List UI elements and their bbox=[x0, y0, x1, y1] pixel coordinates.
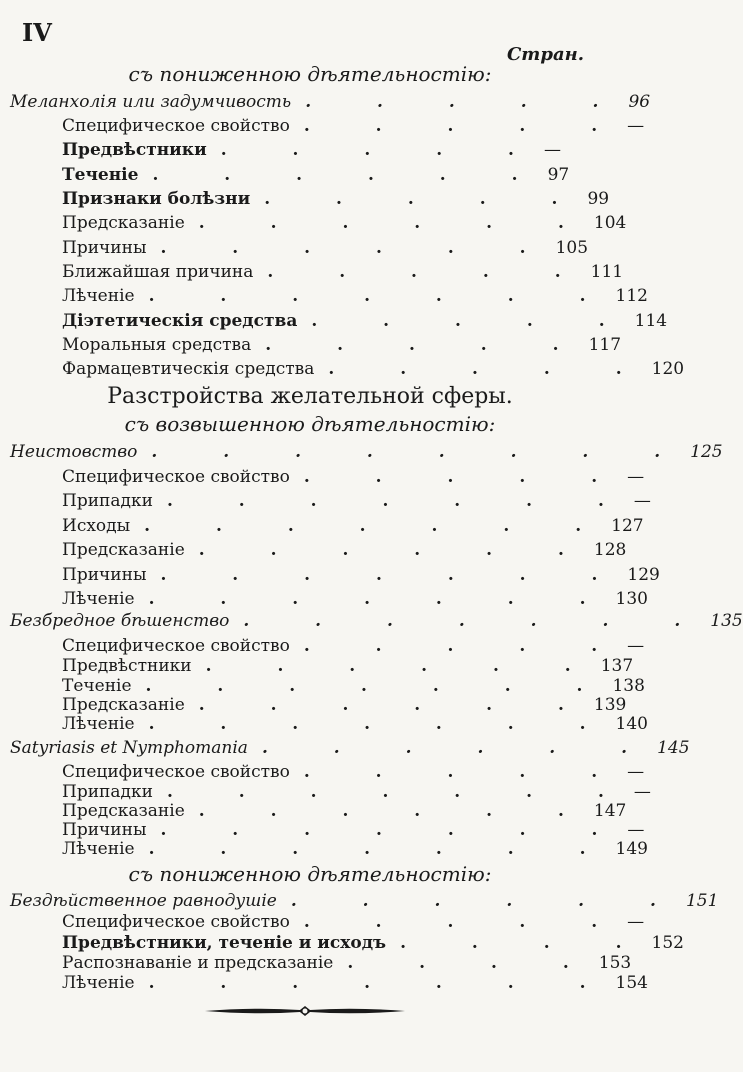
entry-page: 127 bbox=[611, 516, 644, 536]
entry-label: Неистовство bbox=[10, 442, 138, 462]
entry-label: Предсказаніе bbox=[62, 540, 185, 560]
entry-page: 129 bbox=[627, 565, 660, 585]
leader-dots: . . . . . bbox=[220, 140, 544, 160]
toc-entry bbox=[62, 262, 624, 288]
entry-label: Satyriasis et Nymphomania bbox=[10, 738, 248, 758]
leader-dots: . . . . . . . bbox=[148, 589, 616, 609]
entry-label: Распознаваніе и предсказаніе bbox=[62, 953, 334, 973]
entry-page: — bbox=[543, 140, 561, 160]
entry-page: 154 bbox=[615, 973, 648, 993]
entry-page: 104 bbox=[593, 213, 627, 233]
toc-entry bbox=[10, 92, 651, 118]
leader-dots: . . . . . . . bbox=[160, 565, 628, 585]
entry-label: Предсказаніе bbox=[62, 801, 185, 821]
leader-dots: . . . . . . . bbox=[166, 782, 634, 802]
entry-label: Лѣченіе bbox=[62, 714, 135, 734]
ornament-divider bbox=[205, 1004, 405, 1018]
entry-label: Фармацевтическія средства bbox=[62, 359, 315, 379]
entry-label: Предсказаніе bbox=[62, 695, 185, 715]
section-subtitle: съ пониженною дѣятельностію: bbox=[128, 862, 492, 886]
toc-entry bbox=[62, 311, 668, 337]
entry-label: Ближайшая причина bbox=[62, 262, 254, 282]
entry-page: — bbox=[627, 467, 645, 487]
entry-page: — bbox=[627, 762, 645, 782]
toc-entry bbox=[62, 116, 645, 142]
toc-entry bbox=[62, 213, 627, 239]
leader-dots: . . . . . . . bbox=[148, 286, 616, 306]
toc-entry bbox=[62, 359, 685, 385]
toc-entry bbox=[62, 286, 648, 312]
toc-entry bbox=[62, 165, 576, 191]
entry-page: 97 bbox=[547, 165, 570, 185]
entry-label: Предсказаніе bbox=[62, 213, 185, 233]
toc-entry bbox=[62, 565, 660, 591]
entry-label: Теченіе bbox=[62, 165, 139, 185]
leader-dots: . . . . . . . bbox=[166, 491, 634, 511]
entry-label: Причины bbox=[62, 565, 147, 585]
entry-page: 128 bbox=[593, 540, 627, 560]
leader-dots: . . . . bbox=[400, 933, 652, 953]
entry-page: 135 bbox=[710, 611, 743, 631]
toc-entry bbox=[10, 611, 743, 637]
entry-page: 149 bbox=[615, 839, 648, 859]
entry-label: Исходы bbox=[62, 516, 131, 536]
section-subtitle: съ пониженною дѣятельностію: bbox=[128, 62, 492, 86]
entry-label: Припадки bbox=[62, 782, 153, 802]
entry-page: 137 bbox=[600, 656, 634, 676]
leader-dots: . . . . . . . bbox=[148, 973, 616, 993]
entry-page: 147 bbox=[593, 801, 627, 821]
entry-page: 153 bbox=[598, 953, 632, 973]
entry-page: — bbox=[627, 912, 645, 932]
leader-dots: . . . . . bbox=[267, 262, 591, 282]
entry-page: 120 bbox=[651, 359, 685, 379]
toc-entry bbox=[62, 540, 627, 566]
leader-dots: . . . . . . bbox=[198, 540, 594, 560]
toc-entry bbox=[62, 973, 648, 999]
leader-dots: . . . . . . bbox=[205, 656, 601, 676]
leader-dots: . . . . . . . bbox=[243, 611, 711, 631]
toc-entry bbox=[10, 442, 723, 468]
entry-label: Лѣченіе bbox=[62, 589, 135, 609]
toc-entry bbox=[62, 516, 644, 542]
leader-dots: . . . . . bbox=[303, 636, 628, 656]
entry-page: — bbox=[627, 116, 645, 136]
entry-page: 138 bbox=[612, 676, 645, 696]
leader-dots: . . . . . . . bbox=[160, 820, 628, 840]
entry-label: Предвѣстники bbox=[62, 140, 207, 160]
entry-label: Специфическое свойство bbox=[62, 762, 290, 782]
entry-label: Лѣченіе bbox=[62, 973, 135, 993]
entry-page: 152 bbox=[651, 933, 684, 953]
entry-label: Лѣченіе bbox=[62, 286, 135, 306]
entry-page: — bbox=[627, 820, 645, 840]
entry-page: — bbox=[627, 636, 645, 656]
leader-dots: . . . . . . bbox=[198, 695, 594, 715]
entry-page: 105 bbox=[555, 238, 589, 258]
entry-page: — bbox=[633, 491, 651, 511]
leader-dots: . . . . . bbox=[303, 467, 628, 487]
leader-dots: . . . . . bbox=[305, 92, 629, 112]
entry-page: 125 bbox=[690, 442, 723, 462]
entry-page: 111 bbox=[590, 262, 624, 282]
leader-dots: . . . . . . bbox=[290, 891, 686, 911]
toc-entry bbox=[62, 714, 648, 740]
entry-page: 114 bbox=[634, 311, 668, 331]
leader-dots: . . . . . . bbox=[198, 213, 594, 233]
entry-label: Діэтетическія средства bbox=[62, 311, 298, 331]
toc-entry bbox=[62, 238, 589, 264]
section-title: Разстройства желательной сферы. bbox=[107, 384, 513, 409]
entry-page: 139 bbox=[593, 695, 627, 715]
entry-label: Специфическое свойство bbox=[62, 912, 290, 932]
leader-dots: . . . . . bbox=[328, 359, 652, 379]
toc-entry bbox=[62, 491, 651, 517]
entry-label: Лѣченіе bbox=[62, 839, 135, 859]
entry-page: 96 bbox=[628, 92, 651, 112]
entry-page: 145 bbox=[657, 738, 690, 758]
leader-dots: . . . . . . . bbox=[148, 839, 616, 859]
entry-label: Бездѣйственное равнодушіе bbox=[10, 891, 277, 911]
entry-label: Безбредное бѣшенство bbox=[10, 611, 230, 631]
entry-label: Предвѣстники bbox=[62, 656, 192, 676]
leader-dots: . . . . . . . bbox=[144, 516, 612, 536]
leader-dots: . . . . . . bbox=[198, 801, 594, 821]
section-subtitle: съ возвышенною дѣятельностію: bbox=[124, 412, 496, 436]
entry-page: 117 bbox=[588, 335, 622, 355]
page-marker: IV bbox=[22, 18, 52, 47]
entry-label: Причины bbox=[62, 820, 147, 840]
entry-label: Специфическое свойство bbox=[62, 467, 290, 487]
entry-label: Предвѣстники, теченіе и исходъ bbox=[62, 933, 387, 953]
entry-label: Причины bbox=[62, 238, 147, 258]
toc-entry bbox=[10, 738, 690, 764]
entry-label: Признаки болѣзни bbox=[62, 189, 251, 209]
entry-page: 99 bbox=[587, 189, 610, 209]
leader-dots: . . . . . bbox=[264, 189, 588, 209]
entry-page: 151 bbox=[685, 891, 719, 911]
toc-entry bbox=[62, 140, 576, 166]
leader-dots: . . . . . . . . bbox=[151, 442, 691, 462]
entry-label: Припадки bbox=[62, 491, 153, 511]
entry-page: 140 bbox=[615, 714, 648, 734]
leader-dots: . . . . . bbox=[303, 912, 628, 932]
leader-dots: . . . . . bbox=[303, 762, 628, 782]
entry-label: Меланхолія или задумчивость bbox=[10, 92, 292, 112]
leader-dots: . . . . . . . bbox=[145, 676, 613, 696]
toc-entry bbox=[62, 189, 610, 215]
leader-dots: . . . . . . bbox=[152, 165, 548, 185]
leader-dots: . . . . . . . bbox=[148, 714, 616, 734]
leader-dots: . . . . . . bbox=[160, 238, 556, 258]
column-header: Стран. bbox=[506, 44, 584, 65]
entry-page: — bbox=[633, 782, 651, 802]
leader-dots: . . . . . bbox=[265, 335, 589, 355]
entry-page: 112 bbox=[615, 286, 648, 306]
leader-dots: . . . . bbox=[347, 953, 599, 973]
entry-label: Теченіе bbox=[62, 676, 132, 696]
entry-label: Моральныя средства bbox=[62, 335, 252, 355]
entry-label: Специфическое свойство bbox=[62, 636, 290, 656]
leader-dots: . . . . . . bbox=[261, 738, 658, 758]
entry-label: Специфическое свойство bbox=[62, 116, 290, 136]
entry-page: 130 bbox=[615, 589, 648, 609]
leader-dots: . . . . . bbox=[311, 311, 635, 331]
leader-dots: . . . . . bbox=[303, 116, 628, 136]
toc-entry bbox=[62, 467, 645, 493]
toc-entry bbox=[62, 335, 622, 361]
